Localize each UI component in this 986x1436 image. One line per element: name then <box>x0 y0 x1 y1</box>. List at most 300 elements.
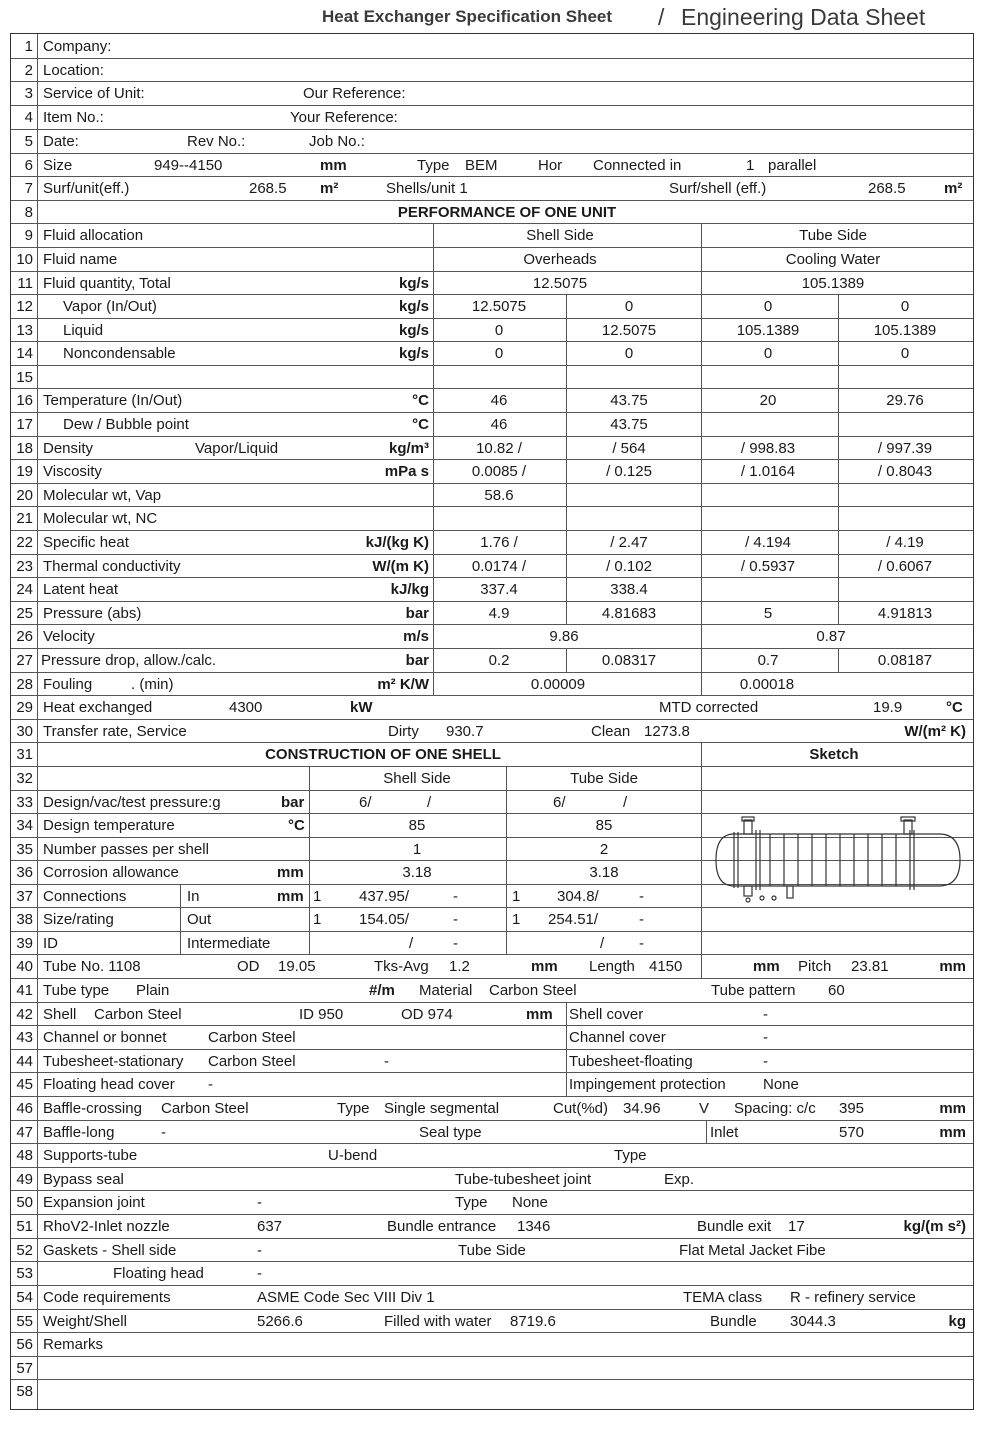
grid-line <box>11 790 973 791</box>
line-number: 29 <box>16 699 33 716</box>
connections-unit: mm <box>277 887 304 905</box>
grid-line <box>11 365 973 366</box>
latent-heat-label: Latent heat <box>43 581 119 598</box>
date-label: Date: <box>43 132 79 150</box>
liquid-tube-in: 105.1389 <box>736 321 800 339</box>
line-number: 51 <box>16 1218 33 1235</box>
grid-line <box>11 223 973 224</box>
connected-arrangement: parallel <box>768 156 817 174</box>
line-number: 37 <box>16 887 33 905</box>
viscosity-shell-out: / 0.125 <box>606 463 652 480</box>
temperature-label: Temperature (In/Out) <box>43 392 183 409</box>
noncondensable-shell-in: 0 <box>494 345 504 362</box>
grid-line <box>433 672 434 696</box>
shell-intermediate-size: / <box>409 934 414 952</box>
tube-length-label: Length <box>589 958 635 975</box>
tubesheet-stationary-extra: - <box>384 1052 389 1070</box>
baffle-cut-value: 34.96 <box>623 1100 661 1117</box>
tema-class-value: R - refinery service <box>790 1288 916 1306</box>
pressure-drop-tube-in: 0.7 <box>757 652 779 669</box>
size-rating-label: Size/rating <box>43 911 114 928</box>
line-number: 30 <box>16 722 33 740</box>
rhov2-inlet-value: 637 <box>257 1218 283 1235</box>
shell-intermediate-rating: - <box>453 934 458 952</box>
specific-heat-shell-in: 1.76 / <box>480 533 518 551</box>
dirty-label: Dirty <box>388 722 419 740</box>
tube-length-value: 4150 <box>649 958 683 975</box>
grid-line <box>701 223 702 695</box>
sheet-subtitle: Engineering Data Sheet <box>681 4 926 30</box>
line-number: 34 <box>16 817 33 834</box>
performance-heading: PERFORMANCE OF ONE UNIT <box>397 203 617 221</box>
bypass-seal-label: Bypass seal <box>43 1170 124 1188</box>
bundle-exit-value: 17 <box>788 1218 805 1235</box>
grid-line <box>566 1002 567 1097</box>
baffle-spacing-unit: mm <box>939 1100 966 1117</box>
design-pressure-unit: bar <box>281 793 305 811</box>
temperature-shell-out: 43.75 <box>610 392 648 409</box>
liquid-shell-out: 12.5075 <box>601 321 657 339</box>
tube-design-pressure: 6/ <box>553 793 566 811</box>
tube-type-label: Tube type <box>43 982 110 999</box>
line-number: 2 <box>24 61 33 79</box>
viscosity-unit: mPa s <box>384 463 429 480</box>
grid-line <box>11 247 973 248</box>
type-label: Type <box>417 156 450 174</box>
grid-line <box>11 1143 973 1144</box>
tube-material-label: Material <box>419 982 473 999</box>
grid-line <box>11 200 973 201</box>
line-number: 23 <box>16 557 33 575</box>
line-number: 44 <box>16 1052 33 1070</box>
line-number: 8 <box>24 203 33 221</box>
line-number: 33 <box>16 793 33 811</box>
sheet-header <box>0 2 986 32</box>
shell-total-quantity: 12.5075 <box>532 274 588 292</box>
channel-label: Channel or bonnet <box>43 1029 167 1046</box>
job-no-label: Job No.: <box>309 132 365 150</box>
item-no-label: Item No.: <box>43 109 104 126</box>
line-number: 16 <box>16 392 33 409</box>
pressure-drop-shell-in: 0.2 <box>488 652 510 669</box>
grid-line <box>309 766 310 955</box>
vapor-label: Vapor (In/Out) <box>63 298 157 315</box>
rhov2-label: RhoV2-Inlet nozzle <box>43 1218 170 1235</box>
size-value: 949--4150 <box>154 156 223 174</box>
density-phase-label: Vapor/Liquid <box>195 439 279 457</box>
u-bend-label: U-bend <box>328 1147 378 1164</box>
company-label: Company: <box>43 38 112 55</box>
tube-number: Tube No. 1108 <box>43 958 141 975</box>
line-number: 13 <box>16 321 33 339</box>
shell-out-size: 154.05/ <box>359 911 410 928</box>
line-number: 54 <box>16 1288 33 1306</box>
grid-line <box>11 341 973 342</box>
line-number: 14 <box>16 345 33 362</box>
connections-label: Connections <box>43 887 127 905</box>
rhov2-unit: kg/(m s²) <box>903 1218 966 1235</box>
line-number: 32 <box>16 769 33 787</box>
impingement-label: Impingement protection <box>569 1076 726 1093</box>
grid-line <box>11 766 973 767</box>
grid-line <box>11 954 973 955</box>
id-label: ID <box>43 934 58 952</box>
fluid-allocation-label: Fluid allocation <box>43 227 144 244</box>
floating-head-cover-label: Floating head cover <box>43 1076 175 1093</box>
shell-out-count: 1 <box>313 911 322 928</box>
line-number: 20 <box>16 486 33 504</box>
viscosity-shell-in: 0.0085 / <box>471 463 527 480</box>
shell-design-pressure: 6/ <box>359 793 372 811</box>
construction-heading: CONSTRUCTION OF ONE SHELL <box>265 746 501 763</box>
grid-line <box>11 129 973 130</box>
line-number: 1 <box>24 38 33 55</box>
noncondensable-label: Noncondensable <box>63 345 176 362</box>
surf-unit-label: Surf/unit(eff.) <box>43 180 130 197</box>
tube-pitch-value: 23.81 <box>851 958 889 975</box>
specific-heat-unit: kJ/(kg K) <box>365 533 429 551</box>
fluid-quantity-unit: kg/s <box>398 274 429 292</box>
shell-test-pressure: / <box>427 793 432 811</box>
channel-material: Carbon Steel <box>208 1029 296 1046</box>
grid-line <box>11 672 973 673</box>
shell-od: OD 974 <box>401 1005 453 1023</box>
mtd-label: MTD corrected <box>659 699 759 716</box>
density-label: Density <box>43 439 94 457</box>
tube-type-unit: #/m <box>369 982 395 999</box>
noncondensable-tube-in: 0 <box>763 345 773 362</box>
type-value: BEM <box>465 156 498 174</box>
tubesheet-floating-value: - <box>763 1052 768 1070</box>
grid-line <box>11 1261 973 1262</box>
baffle-long-value: - <box>161 1123 166 1141</box>
dew-point-shell-out: 43.75 <box>610 416 648 433</box>
corrosion-label: Corrosion allowance <box>43 864 179 881</box>
baffle-material: Carbon Steel <box>161 1100 249 1117</box>
supports-tube-label: Supports-tube <box>43 1147 138 1164</box>
tubesheet-stationary-material: Carbon Steel <box>208 1052 296 1070</box>
line-number: 19 <box>16 463 33 480</box>
temperature-tube-out: 29.76 <box>886 392 924 409</box>
tube-intermediate-size: / <box>600 934 605 952</box>
tube-pitch-label: Pitch <box>798 958 832 975</box>
bundle-weight-label: Bundle <box>710 1312 757 1330</box>
pressure-tube-out: 4.91813 <box>877 604 933 622</box>
tube-type-value: Plain <box>136 982 170 999</box>
gaskets-tube-label: Tube Side <box>458 1241 526 1259</box>
grid-line <box>838 294 839 624</box>
pressure-drop-tube-out: 0.08187 <box>877 652 933 669</box>
shell-fouling: 0.00009 <box>530 675 586 693</box>
grid-line <box>701 742 702 978</box>
tube-thickness-value: 1.2 <box>449 958 470 975</box>
heat-exchanger-sketch-icon <box>714 812 964 912</box>
baffle-crossing-label: Baffle-crossing <box>43 1100 142 1117</box>
shell-design-temperature: 85 <box>408 817 426 834</box>
latent-heat-unit: kJ/kg <box>390 581 429 598</box>
line-number: 15 <box>16 368 33 386</box>
grid-line <box>566 648 567 672</box>
shell-id: ID 950 <box>299 1005 344 1023</box>
specific-heat-shell-out: / 2.47 <box>610 533 648 551</box>
grid-line <box>11 1214 973 1215</box>
vapor-tube-out: 0 <box>900 298 910 315</box>
grid-line <box>11 506 973 507</box>
gaskets-tube-value: Flat Metal Jacket Fibe <box>679 1241 826 1259</box>
shell-cover-label: Shell cover <box>569 1005 644 1023</box>
tube-in-count: 1 <box>512 887 521 905</box>
specification-table <box>10 33 974 1410</box>
shell-in-count: 1 <box>313 887 322 905</box>
surf-unit-unit: m² <box>320 180 339 197</box>
velocity-unit: m/s <box>403 628 429 645</box>
pressure-drop-unit: bar <box>405 652 429 669</box>
filled-weight-label: Filled with water <box>384 1312 492 1330</box>
liquid-label: Liquid <box>63 321 104 339</box>
noncondensable-unit: kg/s <box>398 345 429 362</box>
design-pressure-label: Design/vac/test pressure:g <box>43 793 221 811</box>
fluid-quantity-label: Fluid quantity, Total <box>43 274 171 292</box>
impingement-value: None <box>763 1076 799 1093</box>
gaskets-shell-label: Gaskets - Shell side <box>43 1241 177 1259</box>
grid-line <box>11 176 973 177</box>
sketch-heading: Sketch <box>809 746 859 763</box>
tube-intermediate-rating: - <box>639 934 644 952</box>
baffle-spacing-label: Spacing: c/c <box>734 1100 816 1117</box>
grid-line <box>11 1379 973 1380</box>
line-number: 10 <box>16 251 33 268</box>
temperature-unit: °C <box>412 392 429 409</box>
grid-line <box>11 271 973 272</box>
line-number: 58 <box>16 1383 33 1400</box>
your-reference-label: Your Reference: <box>290 109 398 126</box>
tube-pattern-label: Tube pattern <box>711 982 796 999</box>
passes-label: Number passes per shell <box>43 840 209 858</box>
tubesheet-stationary-label: Tubesheet-stationary <box>43 1052 184 1070</box>
seal-type-label: Seal type <box>419 1123 482 1141</box>
vapor-shell-out: 0 <box>624 298 634 315</box>
shell-dimension-unit: mm <box>526 1005 553 1023</box>
surf-shell-unit: m² <box>944 180 963 197</box>
viscosity-tube-out: / 0.8043 <box>877 463 933 480</box>
floating-head-gasket-label: Floating head <box>113 1265 204 1282</box>
line-number: 28 <box>16 675 33 693</box>
tube-out-size: 254.51/ <box>548 911 599 928</box>
line-number: 6 <box>24 156 33 174</box>
grid-line <box>11 530 973 531</box>
location-label: Location: <box>43 61 104 79</box>
thermal-conductivity-tube-in: / 0.5937 <box>740 557 796 575</box>
grid-line <box>11 1309 973 1310</box>
line-number: 12 <box>16 298 33 315</box>
temperature-tube-in: 20 <box>759 392 777 409</box>
viscosity-label: Viscosity <box>43 463 102 480</box>
tube-joint-value: Exp. <box>664 1170 695 1188</box>
connections-out-label: Out <box>187 911 212 928</box>
connections-in-label: In <box>187 887 200 905</box>
tubesheet-floating-label: Tubesheet-floating <box>569 1052 693 1070</box>
tube-thickness-label: Tks-Avg <box>374 958 429 975</box>
tube-side-heading: Tube Side <box>799 227 867 244</box>
orientation-value: Hor <box>538 156 563 174</box>
service-label: Service of Unit: <box>43 85 145 102</box>
design-temperature-label: Design temperature <box>43 817 175 834</box>
thermal-conductivity-label: Thermal conductivity <box>43 557 181 575</box>
density-shell-out: / 564 <box>612 439 646 457</box>
tube-in-size: 304.8/ <box>557 887 599 905</box>
grid-line <box>11 105 973 106</box>
channel-cover-value: - <box>763 1029 768 1046</box>
baffle-type-label: Type <box>337 1100 370 1117</box>
thermal-conductivity-tube-out: / 0.6067 <box>877 557 933 575</box>
dew-point-unit: °C <box>412 416 429 433</box>
filled-weight-value: 8719.6 <box>510 1312 556 1330</box>
baffle-spacing-value: 395 <box>839 1100 865 1117</box>
line-number: 39 <box>16 934 33 952</box>
shell-cover-value: - <box>763 1005 768 1023</box>
grid-line <box>11 1238 973 1239</box>
line-number: 43 <box>16 1029 33 1046</box>
line-number: 4 <box>24 109 33 126</box>
line-number: 27 <box>16 652 33 669</box>
clean-label: Clean <box>591 722 631 740</box>
line-number: 57 <box>16 1359 33 1377</box>
line-number: 36 <box>16 864 33 881</box>
surf-shell-label: Surf/shell (eff.) <box>669 180 767 197</box>
shell-velocity: 9.86 <box>549 628 579 645</box>
pressure-shell-out: 4.81683 <box>601 604 657 622</box>
grid-line <box>11 1025 973 1026</box>
grid-line <box>566 294 567 624</box>
line-number: 49 <box>16 1170 33 1188</box>
expansion-type-value: None <box>512 1194 548 1211</box>
size-label: Size <box>43 156 73 174</box>
expansion-joint-value: - <box>257 1194 262 1211</box>
rev-no-label: Rev No.: <box>187 132 246 150</box>
line-number: 5 <box>24 132 33 150</box>
floating-head-gasket-value: - <box>257 1265 262 1282</box>
shell-label: Shell <box>43 1005 77 1023</box>
pressure-drop-label: Pressure drop, allow./calc. <box>41 652 217 669</box>
grid-line <box>11 318 973 319</box>
tube-test-pressure: / <box>623 793 628 811</box>
line-number: 25 <box>16 604 33 622</box>
bundle-entrance-label: Bundle entrance <box>387 1218 497 1235</box>
line-number: 35 <box>16 840 33 858</box>
line-number: 21 <box>16 510 33 527</box>
liquid-tube-out: 105.1389 <box>873 321 937 339</box>
grid-line <box>11 1190 973 1191</box>
grid-line <box>11 1285 973 1286</box>
tube-out-rating: - <box>639 911 644 928</box>
line-number: 52 <box>16 1241 33 1259</box>
line-number: 18 <box>16 439 33 457</box>
shell-side-heading: Shell Side <box>526 227 594 244</box>
tube-velocity: 0.87 <box>816 628 846 645</box>
shell-corrosion: 3.18 <box>402 864 432 881</box>
tema-class-label: TEMA class <box>683 1288 763 1306</box>
grid-line <box>11 1049 973 1050</box>
line-number: 55 <box>16 1312 33 1330</box>
line-number: 26 <box>16 628 33 645</box>
line-number: 7 <box>24 180 33 197</box>
tube-fluid-name: Cooling Water <box>785 251 881 268</box>
tube-joint-label: Tube-tubesheet joint <box>455 1170 592 1188</box>
line-number: 24 <box>16 581 33 598</box>
grid-line <box>11 1167 973 1168</box>
baffle-long-label: Baffle-long <box>43 1123 115 1141</box>
latent-heat-shell-out: 338.4 <box>610 581 648 598</box>
heat-exchanged-value: 4300 <box>229 699 263 716</box>
line-number: 46 <box>16 1100 33 1117</box>
code-requirements-value: ASME Code Sec VIII Div 1 <box>257 1288 435 1306</box>
molecular-wt-nc-label: Molecular wt, NC <box>43 510 158 527</box>
thermal-conductivity-shell-out: / 0.102 <box>606 557 652 575</box>
surf-unit-value: 268.5 <box>249 180 287 197</box>
line-number: 50 <box>16 1194 33 1211</box>
remarks-label: Remarks <box>43 1336 104 1353</box>
grid-line <box>11 554 973 555</box>
shells-per-unit: Shells/unit 1 <box>386 180 468 197</box>
liquid-unit: kg/s <box>398 321 429 339</box>
weight-unit: kg <box>948 1312 966 1330</box>
grid-line <box>11 719 973 720</box>
grid-line <box>11 1096 973 1097</box>
inlet-spacing-value: 570 <box>839 1123 865 1141</box>
transfer-rate-label: Transfer rate, Service <box>43 722 187 740</box>
tube-out-count: 1 <box>512 911 521 928</box>
grid-line <box>11 577 973 578</box>
grid-line <box>11 388 973 389</box>
noncondensable-tube-out: 0 <box>900 345 910 362</box>
grid-line <box>11 483 973 484</box>
bundle-entrance-value: 1346 <box>517 1218 551 1235</box>
density-tube-out: / 997.39 <box>877 439 933 457</box>
grid-line <box>11 58 973 59</box>
pressure-label: Pressure (abs) <box>43 604 142 622</box>
expansion-type-label: Type <box>455 1194 488 1211</box>
fouling-label: Fouling <box>43 675 93 693</box>
fluid-name-label: Fluid name <box>43 251 118 268</box>
vapor-unit: kg/s <box>398 298 429 315</box>
thermal-conductivity-shell-in: 0.0174 / <box>471 557 527 575</box>
grid-line <box>11 436 973 437</box>
line-number: 42 <box>16 1005 33 1023</box>
line-number: 17 <box>16 416 33 433</box>
line-number: 48 <box>16 1147 33 1164</box>
transfer-rate-unit: W/(m² K) <box>904 722 966 740</box>
title-separator: / <box>658 4 665 30</box>
inlet-spacing-unit: mm <box>939 1123 966 1141</box>
tube-fouling: 0.00018 <box>739 675 795 693</box>
grid-line <box>838 648 839 672</box>
specific-heat-tube-out: / 4.19 <box>886 533 924 551</box>
tube-od-value: 19.05 <box>278 958 316 975</box>
line-number: 41 <box>16 982 33 999</box>
shell-out-rating: - <box>453 911 458 928</box>
grid-line <box>11 459 973 460</box>
grid-line <box>11 1356 973 1357</box>
pressure-tube-in: 5 <box>763 604 773 622</box>
tube-material-value: Carbon Steel <box>489 982 577 999</box>
code-requirements-label: Code requirements <box>43 1288 171 1306</box>
tube-pitch-unit: mm <box>939 958 966 975</box>
grid-line <box>11 1072 973 1073</box>
connected-label: Connected in <box>593 156 682 174</box>
line-number: 53 <box>16 1265 33 1282</box>
grid-line <box>433 223 434 695</box>
grid-line <box>11 153 973 154</box>
